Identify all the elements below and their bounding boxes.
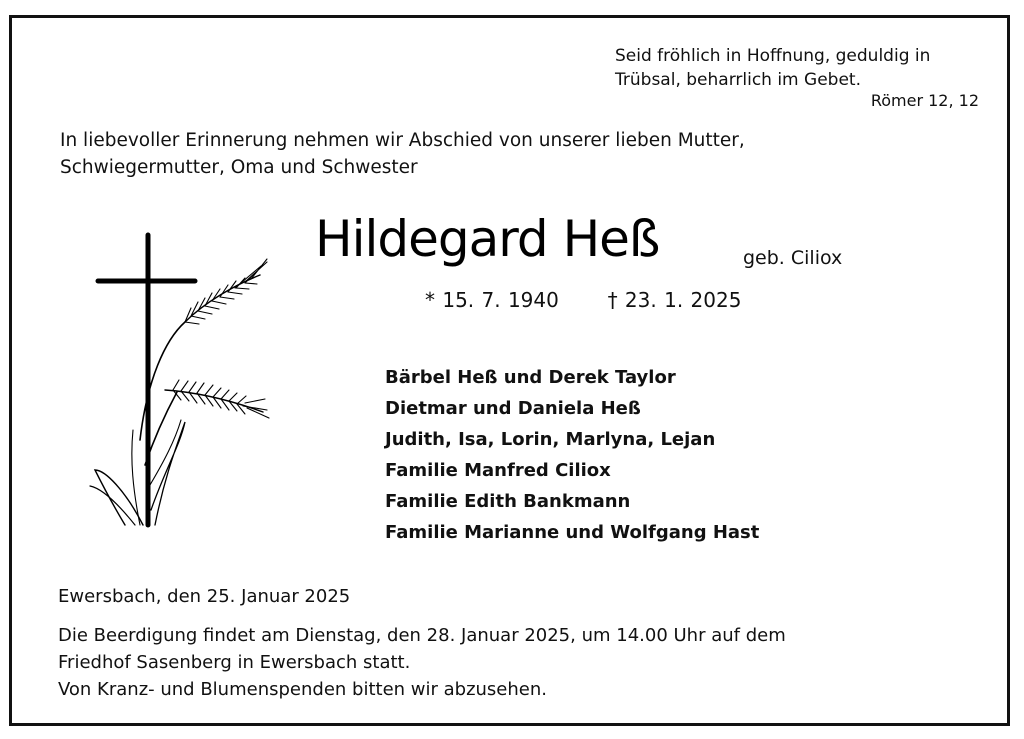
verse-reference: Römer 12, 12 xyxy=(870,91,979,110)
life-dates xyxy=(425,288,741,312)
notice-line: Die Beerdigung findet am Dienstag, den 28. Januar 2025, um 14.00 Uhr auf dem xyxy=(58,625,786,646)
mourner-entry: Judith, Isa, Lorin, Marlyna, Lejan xyxy=(385,429,716,450)
mourners-list xyxy=(385,362,759,548)
deceased-name: Hildegard Heß xyxy=(315,210,660,268)
cross-with-wheat-icon xyxy=(85,230,275,530)
birth-date: * 15. 7. 1940 xyxy=(425,288,559,312)
notice-line: Von Kranz- und Blumenspenden bitten wir abzusehen. xyxy=(58,679,547,700)
verse-line: Trübsal, beharrlich im Gebet. xyxy=(615,70,861,90)
bible-verse xyxy=(615,44,930,92)
mourner-entry: Familie Manfred Ciliox xyxy=(385,460,611,481)
maiden-name: geb. Ciliox xyxy=(743,247,843,269)
death-date: † 23. 1. 2025 xyxy=(607,288,742,312)
notice-line: Friedhof Sasenberg in Ewersbach statt. xyxy=(58,652,411,673)
mourner-entry: Familie Marianne und Wolfgang Hast xyxy=(385,522,760,543)
intro-text xyxy=(60,127,745,181)
intro-line: In liebevoller Erinnerung nehmen wir Abschied von unserer lieben Mutter, xyxy=(60,130,745,151)
mourner-entry: Bärbel Heß und Derek Taylor xyxy=(385,367,676,388)
mourner-entry: Familie Edith Bankmann xyxy=(385,491,631,512)
verse-line: Seid fröhlich in Hoffnung, geduldig in xyxy=(615,46,931,66)
funeral-notice xyxy=(58,622,786,703)
mourner-entry: Dietmar und Daniela Heß xyxy=(385,398,641,419)
place-and-date: Ewersbach, den 25. Januar 2025 xyxy=(58,586,351,607)
intro-line: Schwiegermutter, Oma und Schwester xyxy=(60,157,418,178)
